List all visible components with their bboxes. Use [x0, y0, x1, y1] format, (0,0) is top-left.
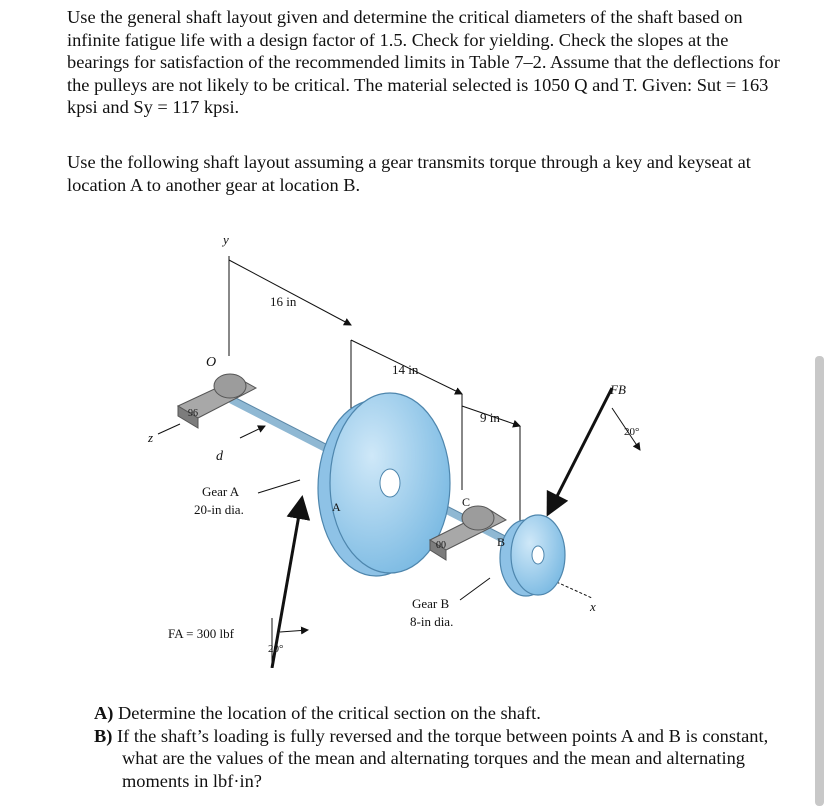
bearing-c-mark: 00	[436, 540, 446, 551]
gear-a-name: Gear A	[202, 484, 240, 499]
z-axis-line	[158, 424, 180, 434]
force-b-label: FB	[610, 382, 626, 397]
question-b-marker: B)	[94, 725, 113, 746]
dim-14-label: 14 in	[392, 362, 419, 377]
angle-a-label: 20°	[268, 643, 284, 655]
gear-b-name: Gear B	[412, 596, 450, 611]
questions	[94, 702, 794, 792]
question-a-text: Determine the location of the critical section on the shaft.	[118, 703, 541, 723]
gear-a-dia: 20-in dia.	[194, 502, 244, 517]
dim-16-line	[229, 260, 351, 325]
z-axis-label: z	[148, 430, 154, 445]
gear-a-leader	[258, 480, 300, 493]
origin-label: O	[206, 355, 217, 370]
y-axis-label: y	[223, 232, 229, 247]
question-a-marker: A)	[94, 703, 114, 723]
d-label: d	[216, 449, 223, 464]
scrollbar[interactable]	[815, 356, 824, 806]
question-a	[94, 702, 794, 725]
question-b	[94, 725, 794, 793]
problem-statement: Use the general shaft layout given and determine the critical diameters of the shaft based on infinite fatigue life with a design factor of 1.5. Check for yielding. Check the slopes at the bearings for satisfaction of the recommended limits in Table 7–2. Assume that the deflections for the pulleys are not likely to be critical. The material selected is 1050 Q and T. Given: Sut = 163 kpsi and Sy = 117 kpsi.	[67, 7, 780, 118]
gear-b-dia: 8-in dia.	[410, 614, 454, 629]
angle-a-arrow	[280, 630, 308, 632]
angle-b-label: 20°	[624, 426, 640, 438]
force-b-arrow	[548, 388, 612, 514]
dim-9-label: 9 in	[480, 410, 500, 425]
gear-b-leader	[460, 578, 490, 600]
layout-instruction: Use the following shaft layout assuming a gear transmits torque through a key and keyseat at location A to another gear at location B.	[67, 152, 751, 195]
point-b-label: B	[497, 535, 506, 549]
dim-16-label: 16 in	[270, 294, 297, 309]
d-leader	[240, 426, 265, 438]
point-a-label: A	[332, 500, 341, 514]
shaft-layout-figure	[140, 228, 670, 668]
point-c-label: C	[462, 495, 471, 509]
bearing-o	[178, 374, 256, 428]
x-axis-label: x	[590, 599, 596, 614]
question-b-text: If the shaft’s loading is fully reversed and the torque between points A and B is constant, what are the values of the mean and alternating torques and the mean and alternating moments in lbf·in?	[117, 725, 769, 791]
bearing-o-mark: 96	[188, 408, 198, 419]
gear-b	[500, 515, 565, 596]
force-a-label: FA = 300 lbf	[168, 626, 234, 641]
